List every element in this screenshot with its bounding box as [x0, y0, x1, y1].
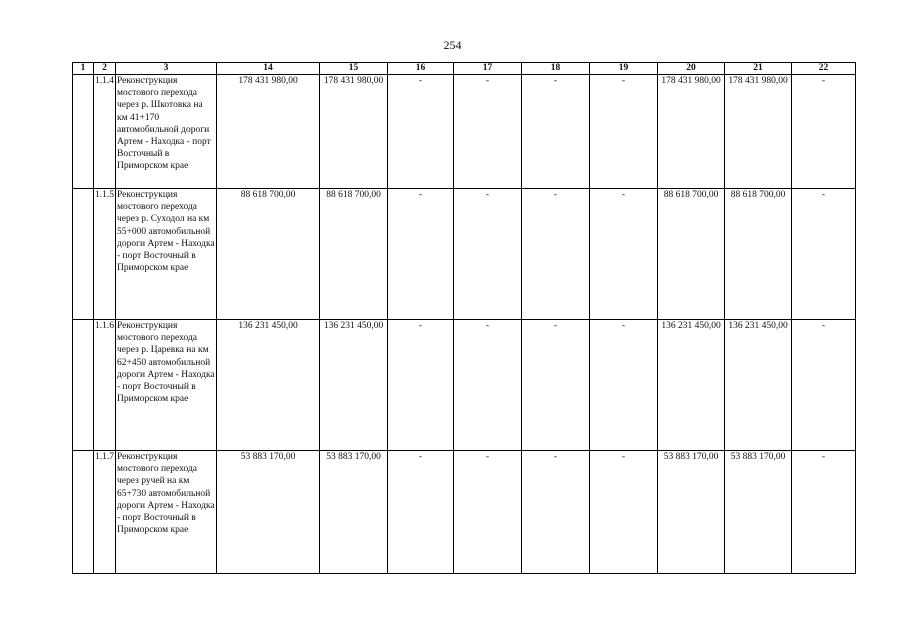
cell-col16: - [388, 189, 454, 320]
item-name: Реконструкция мостового перехода через р. Царевка на км 62+450 автомобильной дороги Артем - Находка - порт Восточный в Приморском крае [116, 320, 217, 451]
cell-col20: 178 431 980,00 [658, 75, 725, 189]
item-name: Реконструкция мостового перехода через р. Шкотовка на км 41+170 автомобильной дороги Артем - Находка - порт Восточный в Приморском крае [116, 75, 217, 189]
cell-col17: - [454, 320, 522, 451]
item-number: 1.1.6 [94, 320, 116, 451]
item-number: 1.1.5 [94, 189, 116, 320]
item-number: 1.1.7 [94, 451, 116, 574]
cell-col14: 88 618 700,00 [217, 189, 320, 320]
cell-col18: - [522, 189, 590, 320]
cell-col14: 136 231 450,00 [217, 320, 320, 451]
cell-col15: 53 883 170,00 [320, 451, 388, 574]
header-row [73, 63, 856, 75]
header-cell: 16 [388, 63, 454, 75]
cell-blank [73, 75, 94, 189]
header-cell: 2 [94, 63, 116, 75]
table-row [73, 75, 856, 189]
cell-col22: - [792, 189, 856, 320]
cell-col20: 136 231 450,00 [658, 320, 725, 451]
header-cell: 15 [320, 63, 388, 75]
cell-col21: 88 618 700,00 [725, 189, 792, 320]
cell-col22: - [792, 320, 856, 451]
cell-col18: - [522, 451, 590, 574]
header-cell: 19 [590, 63, 658, 75]
cell-col21: 53 883 170,00 [725, 451, 792, 574]
header-cell: 20 [658, 63, 725, 75]
cell-col16: - [388, 75, 454, 189]
cell-col18: - [522, 75, 590, 189]
cell-col17: - [454, 451, 522, 574]
cell-col15: 88 618 700,00 [320, 189, 388, 320]
cell-col19: - [590, 320, 658, 451]
cell-col14: 178 431 980,00 [217, 75, 320, 189]
header-cell: 22 [792, 63, 856, 75]
cell-col15: 136 231 450,00 [320, 320, 388, 451]
header-cell: 18 [522, 63, 590, 75]
item-number: 1.1.4 [94, 75, 116, 189]
cell-blank [73, 320, 94, 451]
page-number: 254 [443, 38, 462, 52]
table-row [73, 320, 856, 451]
cell-col14: 53 883 170,00 [217, 451, 320, 574]
cell-col17: - [454, 75, 522, 189]
cell-col19: - [590, 75, 658, 189]
header-cell: 14 [217, 63, 320, 75]
cell-col16: - [388, 320, 454, 451]
header-cell: 17 [454, 63, 522, 75]
cell-col21: 178 431 980,00 [725, 75, 792, 189]
cell-blank [73, 189, 94, 320]
cell-col22: - [792, 451, 856, 574]
cell-col22: - [792, 75, 856, 189]
cell-col18: - [522, 320, 590, 451]
item-name: Реконструкция мостового перехода через р. Суходол на км 55+000 автомобильной дороги Артем - Находка - порт Восточный в Приморском крае [116, 189, 217, 320]
cell-col20: 88 618 700,00 [658, 189, 725, 320]
budget-table [72, 62, 856, 574]
cell-col19: - [590, 451, 658, 574]
header-cell: 21 [725, 63, 792, 75]
header-cell: 1 [73, 63, 94, 75]
item-name: Реконструкция мостового перехода через ручей на км 65+730 автомобильной дороги Артем - Находка - порт Восточный в Приморском крае [116, 451, 217, 574]
cell-blank [73, 451, 94, 574]
table-row [73, 189, 856, 320]
cell-col21: 136 231 450,00 [725, 320, 792, 451]
cell-col19: - [590, 189, 658, 320]
cell-col15: 178 431 980,00 [320, 75, 388, 189]
cell-col20: 53 883 170,00 [658, 451, 725, 574]
header-cell: 3 [116, 63, 217, 75]
table-row [73, 451, 856, 574]
cell-col17: - [454, 189, 522, 320]
cell-col16: - [388, 451, 454, 574]
